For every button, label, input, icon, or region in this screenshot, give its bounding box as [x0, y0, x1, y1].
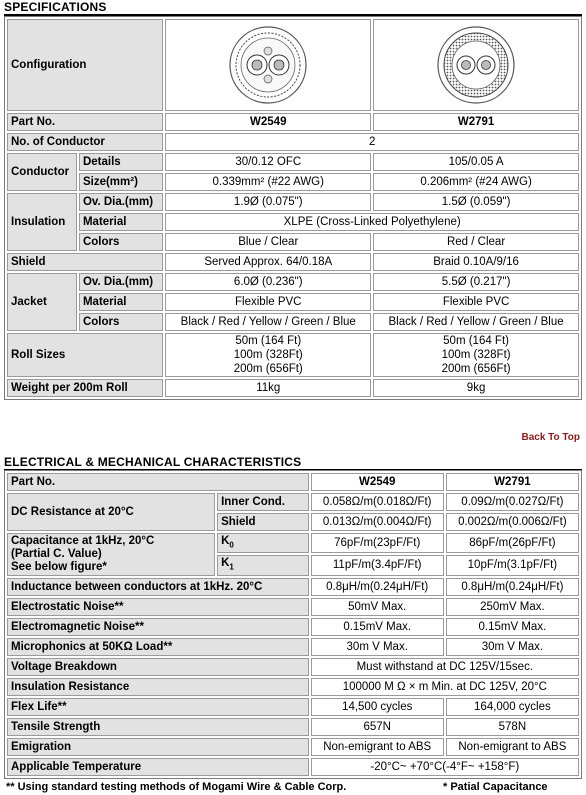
voltage-breakdown-label: Voltage Breakdown: [7, 658, 309, 676]
size-w2791: 0.206mm² (#24 AWG): [373, 173, 579, 191]
el-part-no-label: Part No.: [7, 473, 309, 491]
tensile-label: Tensile Strength: [7, 718, 309, 736]
voltage-breakdown-value: Must withstand at DC 125V/15sec.: [311, 658, 579, 676]
part-no-label: Part No.: [7, 113, 163, 131]
inductance-w2791: 0.8μH/m(0.24μH/Ft): [446, 578, 579, 596]
roll-sizes-label: Roll Sizes: [7, 333, 163, 377]
size-w2549: 0.339mm² (#22 AWG): [165, 173, 371, 191]
jk-colors-w2549: Black / Red / Yellow / Green / Blue: [165, 313, 371, 331]
ins-material-label: Material: [79, 213, 163, 231]
jk-colors-label: Colors: [79, 313, 163, 331]
back-to-top-link[interactable]: Back To Top: [521, 432, 580, 443]
inner-cond-label: Inner Cond.: [217, 493, 309, 511]
k0-w2791: 86pF/m(26pF/Ft): [446, 533, 579, 553]
configuration-label: Configuration: [7, 19, 163, 111]
shield-w2549: Served Approx. 64/0.18A: [165, 253, 371, 271]
k1-w2549: 11pF/m(3.4pF/Ft): [311, 555, 444, 575]
capacitance-label: [7, 533, 215, 576]
temperature-value: -20°C~ +70°C(-4°F~ +158°F): [311, 758, 579, 776]
electrical-table: [4, 470, 582, 779]
footnote-capacitance: * Patial Capacitance: [443, 781, 548, 793]
flex-life-w2791: 164,000 cycles: [446, 698, 579, 716]
part-w2791: W2791: [373, 113, 579, 131]
details-label: Details: [79, 153, 163, 171]
details-w2549: 30/0.12 OFC: [165, 153, 371, 171]
dc-shield-w2549: 0.013Ω/m(0.004Ω/Ft): [311, 513, 444, 531]
w2791-cross-section: [373, 19, 579, 111]
no-conductor-value: 2: [165, 133, 579, 151]
k0-label: $K_0$: [217, 533, 309, 553]
roll-w2791-50: 50m (164 Ft): [443, 335, 509, 347]
roll-w2791-200: 200m (656Ft): [441, 363, 511, 375]
electromagnetic-w2549: 0.15mV Max.: [311, 618, 444, 636]
roll-w2549-100: 100m (328Ft): [233, 349, 303, 361]
electromagnetic-w2791: 0.15mV Max.: [446, 618, 579, 636]
flex-life-w2549: 14,500 cycles: [311, 698, 444, 716]
inductance-w2549: 0.8μH/m(0.24μH/Ft): [311, 578, 444, 596]
insulation-resistance-value: 100000 M Ω × m Min. at DC 125V, 20°C: [311, 678, 579, 696]
dc-resistance-label: DC Resistance at 20°C: [7, 493, 215, 531]
ins-dia-w2549: 1.9Ø (0.075"): [165, 193, 371, 211]
size-label: Size(mm²): [79, 173, 163, 191]
specifications-table: [4, 16, 582, 400]
shield-label: Shield: [7, 253, 163, 271]
weight-w2549: 11kg: [165, 379, 371, 397]
el-part-w2549: W2549: [311, 473, 444, 491]
roll-w2549: [165, 333, 371, 377]
insulation-label: Insulation: [7, 193, 77, 251]
roll-w2549-50: 50m (164 Ft): [235, 335, 302, 347]
jk-material-w2549: Flexible PVC: [165, 293, 371, 311]
jacket-label: Jacket: [7, 273, 77, 331]
tensile-w2549: 657N: [311, 718, 444, 736]
roll-w2791-100: 100m (328Ft): [441, 349, 511, 361]
weight-w2791: 9kg: [373, 379, 579, 397]
specifications-title: SPECIFICATIONS: [4, 0, 107, 14]
jk-dia-label: Ov. Dia.(mm): [79, 273, 163, 291]
electrostatic-label: Electrostatic Noise**: [7, 598, 309, 616]
temperature-label: Applicable Temperature: [7, 758, 309, 776]
ins-dia-w2791: 1.5Ø (0.059"): [373, 193, 579, 211]
k1-label: $K_1$: [217, 555, 309, 575]
electrostatic-w2791: 250mV Max.: [446, 598, 579, 616]
k1-w2791: 10pF/m(3.1pF/Ft): [446, 555, 579, 575]
w2791-cable-icon: [434, 23, 518, 107]
emigration-w2549: Non-emigrant to ABS: [311, 738, 444, 756]
microphonics-w2791: 30m V Max.: [446, 638, 579, 656]
insulation-resistance-label: Insulation Resistance: [7, 678, 309, 696]
electromagnetic-label: Electromagnetic Noise**: [7, 618, 309, 636]
dc-shield-w2791: 0.002Ω/m(0.006Ω/Ft): [446, 513, 579, 531]
footnote-testing: ** Using standard testing methods of Mogami Wire & Cable Corp.: [6, 781, 347, 793]
emigration-w2791: Non-emigrant to ABS: [446, 738, 579, 756]
cap-line-3: See below figure*: [11, 560, 107, 573]
el-part-w2791: W2791: [446, 473, 579, 491]
microphonics-w2549: 30m V Max.: [311, 638, 444, 656]
inner-w2549: 0.058Ω/m(0.018Ω/Ft): [311, 493, 444, 511]
tensile-w2791: 578N: [446, 718, 579, 736]
w2549-cross-section: [165, 19, 371, 111]
ins-colors-w2549: Blue / Clear: [165, 233, 371, 251]
cap-line-2: (Partial C. Value): [11, 547, 102, 560]
electrostatic-w2549: 50mV Max.: [311, 598, 444, 616]
roll-w2549-200: 200m (656Ft): [233, 363, 303, 375]
jk-material-label: Material: [79, 293, 163, 311]
cap-line-1: Capacitance at 1kHz, 20°C: [11, 534, 155, 547]
ins-colors-label: Colors: [79, 233, 163, 251]
dc-shield-label: Shield: [217, 513, 309, 531]
microphonics-label: Microphonics at 50KΩ Load**: [7, 638, 309, 656]
ins-dia-label: Ov. Dia.(mm): [79, 193, 163, 211]
conductor-label: Conductor: [7, 153, 77, 191]
part-w2549: W2549: [165, 113, 371, 131]
jk-dia-w2791: 5.5Ø (0.217"): [373, 273, 579, 291]
details-w2791: 105/0.05 A: [373, 153, 579, 171]
ins-material-value: XLPE (Cross-Linked Polyethylene): [165, 213, 579, 231]
no-conductor-label: No. of Conductor: [7, 133, 163, 151]
weight-label: Weight per 200m Roll: [7, 379, 163, 397]
inner-w2791: 0.09Ω/m(0.027Ω/Ft): [446, 493, 579, 511]
emigration-label: Emigration: [7, 738, 309, 756]
shield-w2791: Braid 0.10A/9/16: [373, 253, 579, 271]
jk-material-w2791: Flexible PVC: [373, 293, 579, 311]
w2549-cable-icon: [226, 23, 310, 107]
jk-colors-w2791: Black / Red / Yellow / Green / Blue: [373, 313, 579, 331]
ins-colors-w2791: Red / Clear: [373, 233, 579, 251]
electrical-title: ELECTRICAL & MECHANICAL CHARACTERISTICS: [4, 455, 302, 469]
jk-dia-w2549: 6.0Ø (0.236"): [165, 273, 371, 291]
k0-w2549: 76pF/m(23pF/Ft): [311, 533, 444, 553]
roll-w2791: [373, 333, 579, 377]
flex-life-label: Flex Life**: [7, 698, 309, 716]
inductance-label: Inductance between conductors at 1kHz. 20°C: [7, 578, 309, 596]
